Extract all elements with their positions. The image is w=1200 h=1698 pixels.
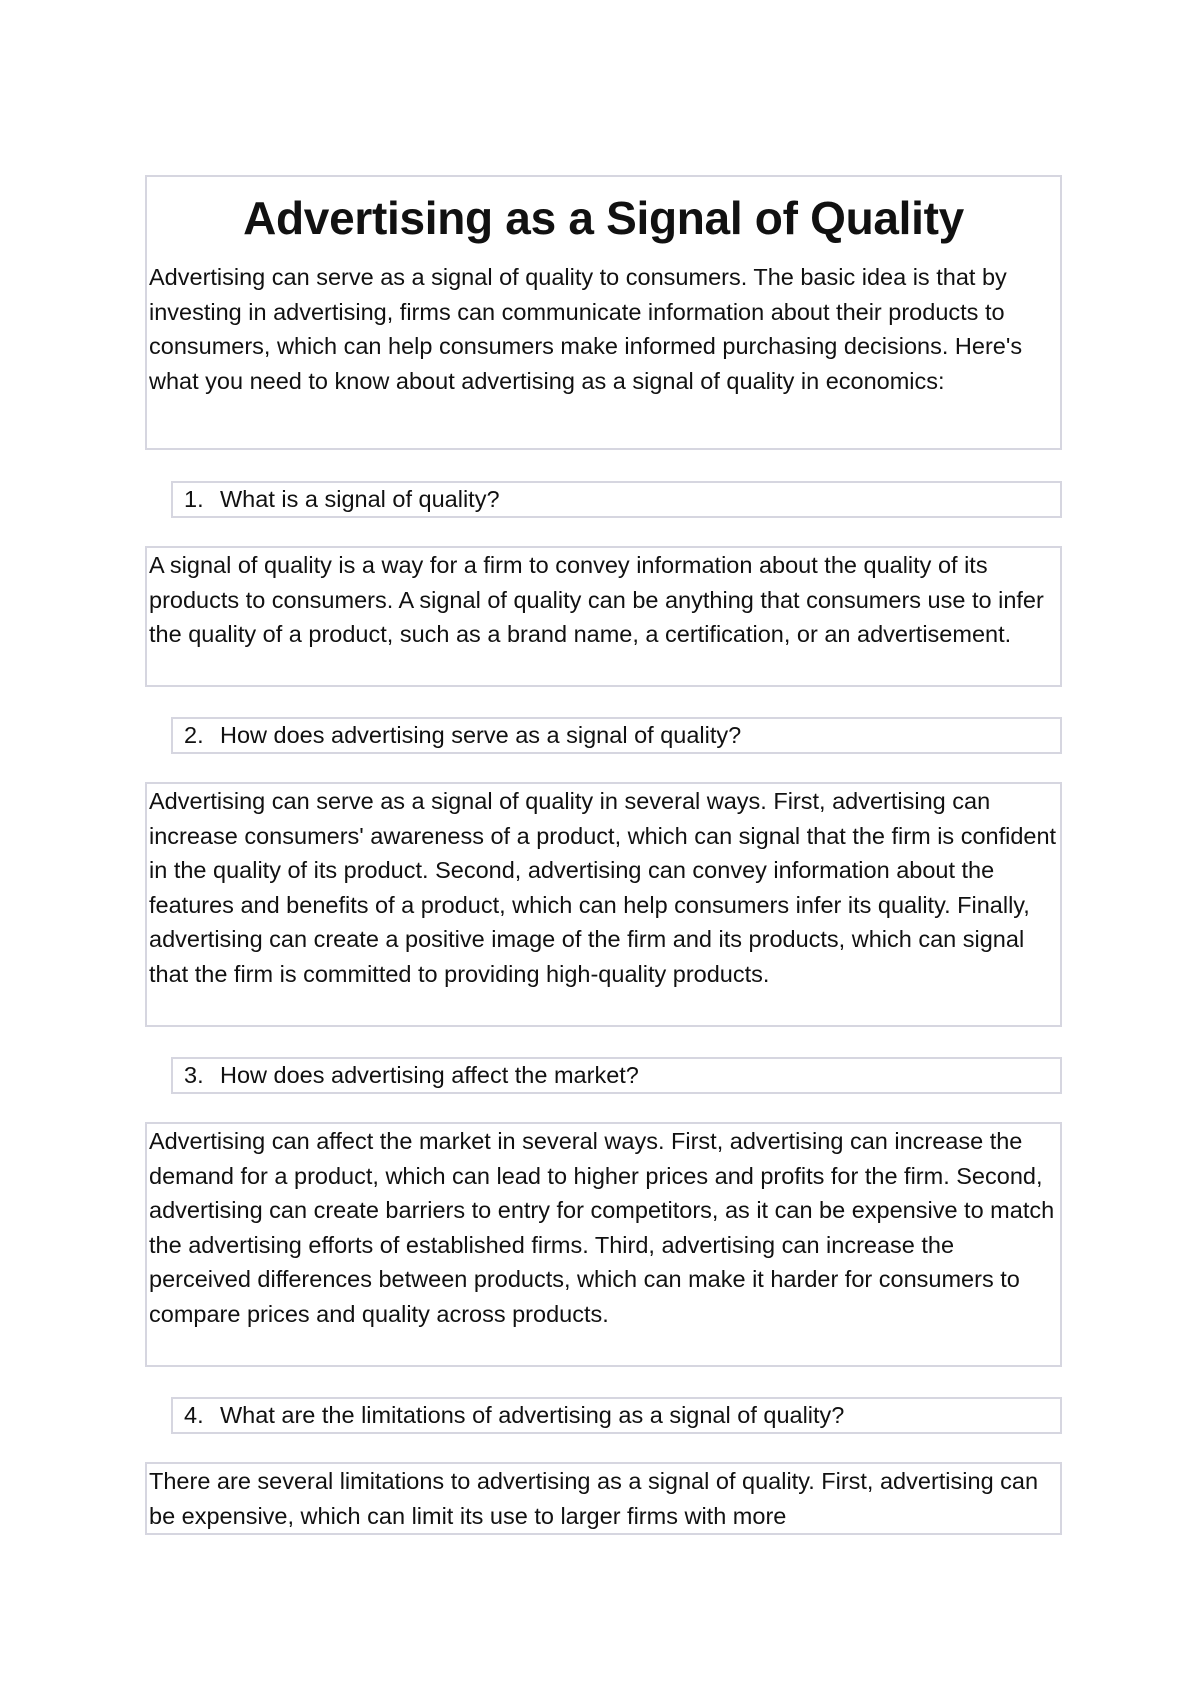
question-heading-4 [171, 1397, 1062, 1434]
intro-paragraph: Advertising can serve as a signal of quality to consumers. The basic idea is that by investing in advertising, firms can communicate information about their products to consumers, which can help consumers make informed purchasing decisions. Here's what you need to know about advertising as a signal of quality in economics: [149, 264, 1023, 394]
answer-paragraph-4: There are several limitations to advertising as a signal of quality. First, advertising can be expensive, which can limit its use to larger firms with more [145, 1462, 1062, 1535]
question-text: How does advertising affect the market? [220, 1062, 639, 1088]
question-heading-1 [171, 481, 1062, 518]
question-number: 1. [184, 486, 204, 512]
title-intro-box [145, 175, 1062, 450]
answer-paragraph-3: Advertising can affect the market in several ways. First, advertising can increase the demand for a product, which can lead to higher prices and profits for the firm. Second, advertising can create barriers to entry for competitors, as it can be expensive to match the advertising efforts of established firms. Third, advertising can increase the perceived differences between products, which can make it harder for consumers to compare prices and quality across products. [145, 1122, 1062, 1367]
answer-paragraph-2: Advertising can serve as a signal of quality in several ways. First, advertising can increase consumers' awareness of a product, which can signal that the firm is confident in the quality of its product. Second, advertising can convey information about the features and benefits of a product, which can help consumers infer its quality. Finally, advertising can create a positive image of the firm and its products, which can signal that the firm is committed to providing high-quality products. [145, 782, 1062, 1027]
question-text: How does advertising serve as a signal of quality? [220, 722, 742, 748]
question-text: What are the limitations of advertising as a signal of quality? [220, 1402, 845, 1428]
question-number: 3. [184, 1062, 204, 1088]
question-heading-3 [171, 1057, 1062, 1094]
question-number: 2. [184, 722, 204, 748]
question-number: 4. [184, 1402, 204, 1428]
answer-paragraph-1: A signal of quality is a way for a firm to convey information about the quality of its products to consumers. A signal of quality can be anything that consumers use to infer the quality of a product, such as a brand name, a certification, or an advertisement. [145, 546, 1062, 687]
question-heading-2 [171, 717, 1062, 754]
question-text: What is a signal of quality? [220, 486, 500, 512]
document-title: Advertising as a Signal of Quality [243, 192, 964, 244]
